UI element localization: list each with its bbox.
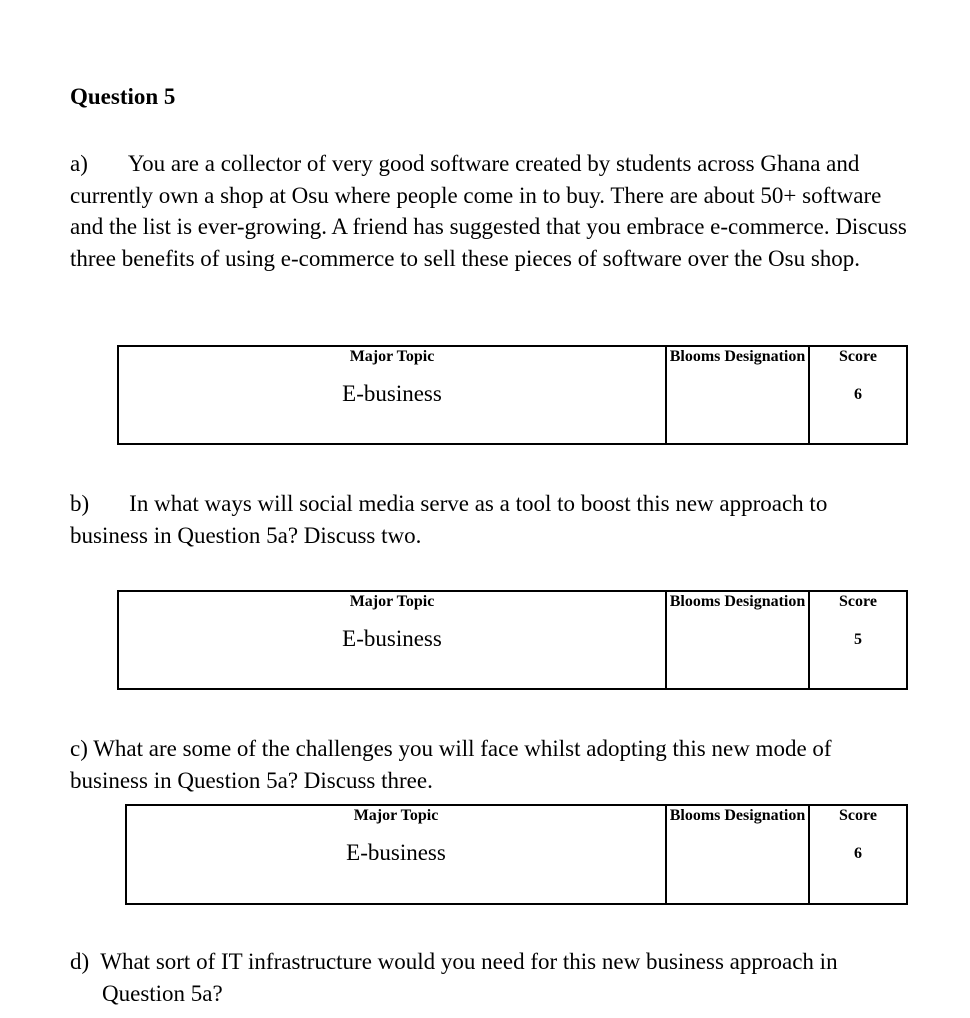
major-topic-value: E-business xyxy=(342,626,442,651)
major-topic-value: E-business xyxy=(346,840,446,865)
score-value: 6 xyxy=(854,845,862,862)
part-c-text: What are some of the challenges you will face whilst adopting this new mode of business in Question 5a? Discuss three. xyxy=(70,736,832,793)
blooms-cell xyxy=(666,591,809,689)
part-d-text: What sort of IT infrastructure would you need for this new business approach in Question 5a? xyxy=(100,949,838,1006)
rubric-table-a xyxy=(117,345,908,445)
major-topic-value: E-business xyxy=(342,381,442,406)
blooms-header: Blooms Designation xyxy=(669,593,806,610)
question-part-d xyxy=(70,946,910,1009)
score-header: Score xyxy=(839,348,877,365)
score-value: 5 xyxy=(854,631,862,648)
score-header: Score xyxy=(839,807,877,824)
major-topic-header: Major Topic xyxy=(349,348,435,365)
rubric-table-b xyxy=(117,590,908,690)
part-a-label: a) xyxy=(70,151,88,176)
score-header: Score xyxy=(839,593,877,610)
major-topic-cell xyxy=(126,805,666,904)
score-value: 6 xyxy=(854,386,862,403)
question-part-a xyxy=(70,148,910,274)
question-part-c xyxy=(70,733,910,796)
question-part-b xyxy=(70,488,910,551)
blooms-header: Blooms Designation xyxy=(669,348,806,365)
score-cell xyxy=(809,805,907,904)
major-topic-header: Major Topic xyxy=(349,593,435,610)
blooms-cell xyxy=(666,805,809,904)
part-b-text: In what ways will social media serve as a tool to boost this new approach to business in Question 5a? Discuss two. xyxy=(70,491,828,548)
blooms-cell xyxy=(666,346,809,444)
score-cell xyxy=(809,591,907,689)
major-topic-cell xyxy=(118,591,666,689)
major-topic-cell xyxy=(118,346,666,444)
part-b-label: b) xyxy=(70,491,90,516)
major-topic-header: Major Topic xyxy=(353,807,439,824)
rubric-table-c xyxy=(125,804,908,905)
question-title: Question 5 xyxy=(70,84,176,109)
part-c-label: c) xyxy=(70,736,88,761)
part-d-label: d) xyxy=(70,949,90,974)
blooms-header: Blooms Designation xyxy=(669,807,806,824)
score-cell xyxy=(809,346,907,444)
part-a-text: You are a collector of very good software created by students across Ghana and currently own a shop at Osu where people come in to buy. There are about 50+ software and the list is ever-growing. A friend has suggested that you embrace e-commerce. Discuss three benefits of using e-commerce to sell these pieces of software over the Osu shop. xyxy=(70,151,907,271)
